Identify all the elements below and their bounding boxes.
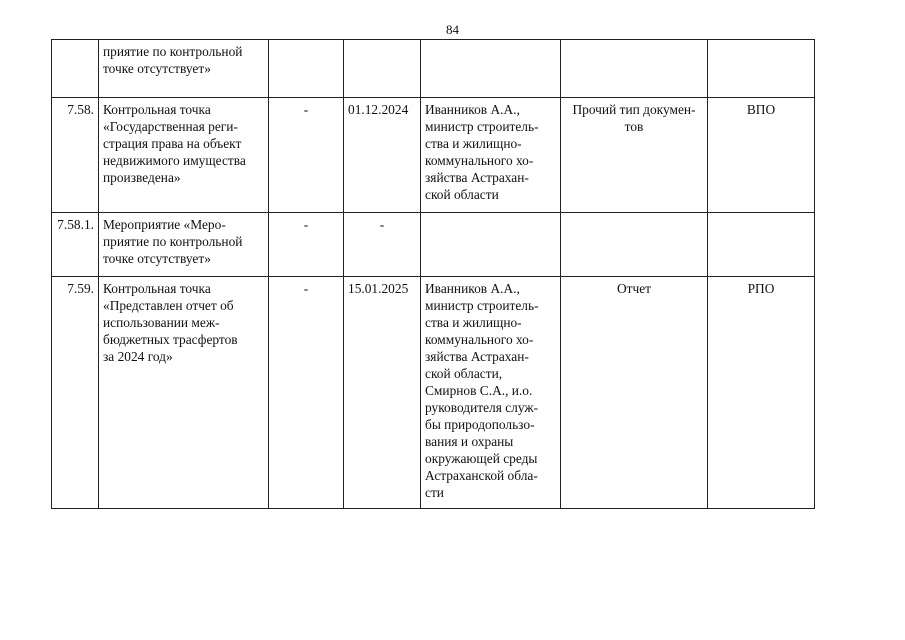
row-responsible: Иванников А.А., министр строитель- ства и жилищно- коммунального хо- зяйства Астрахан- ской области — [421, 98, 561, 213]
row-responsible — [421, 40, 561, 98]
row-level: РПО — [708, 277, 815, 509]
table-row — [52, 40, 815, 98]
row-date — [344, 40, 421, 98]
row-date: 15.01.2025 — [344, 277, 421, 509]
row-doc-type — [561, 40, 708, 98]
row-level — [708, 40, 815, 98]
row-name: Контрольная точка «Государственная реги- страция права на объект недвижимого имущества произведена» — [99, 98, 269, 213]
page-number: 84 — [446, 22, 459, 37]
control-points-table — [51, 39, 815, 509]
row-doc-type — [561, 213, 708, 277]
row-dash — [269, 40, 344, 98]
row-dash: - — [269, 213, 344, 277]
row-doc-type: Отчет — [561, 277, 708, 509]
row-responsible: Иванников А.А., министр строитель- ства и жилищно- коммунального хо- зяйства Астрахан- ской области, Смирнов С.А., и.о. руководителя служ- бы природопользо- вания и охраны окружающей среды Астраханской обла- сти — [421, 277, 561, 509]
row-responsible — [421, 213, 561, 277]
row-level: ВПО — [708, 98, 815, 213]
row-number: 7.58. — [52, 98, 99, 213]
row-name: приятие по контрольной точке отсутствует» — [99, 40, 269, 98]
table-row — [52, 277, 815, 509]
row-number — [52, 40, 99, 98]
row-date: 01.12.2024 — [344, 98, 421, 213]
row-name: Контрольная точка «Представлен отчет об использовании меж- бюджетных трасфертов за 2024 год» — [99, 277, 269, 509]
row-name: Мероприятие «Меро- приятие по контрольной точке отсутствует» — [99, 213, 269, 277]
row-doc-type: Прочий тип докумен- тов — [561, 98, 708, 213]
table-row — [52, 213, 815, 277]
row-dash: - — [269, 98, 344, 213]
row-date: - — [344, 213, 421, 277]
row-number: 7.58.1. — [52, 213, 99, 277]
table-row — [52, 98, 815, 213]
row-level — [708, 213, 815, 277]
row-dash: - — [269, 277, 344, 509]
row-number: 7.59. — [52, 277, 99, 509]
